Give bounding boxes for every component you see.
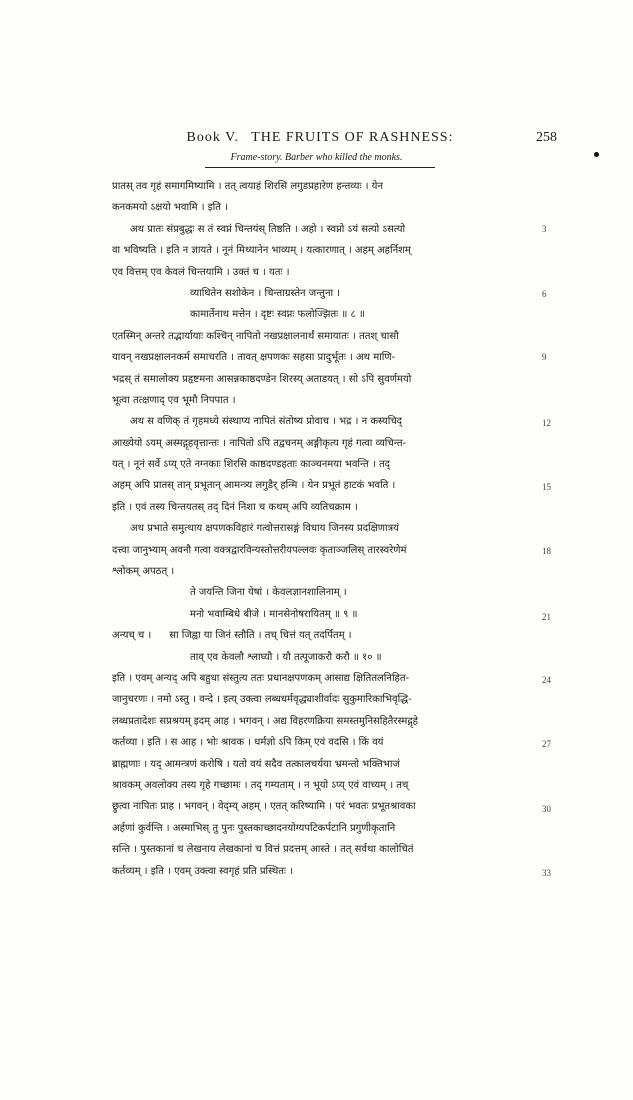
text-line: एतस्मिन् अन्तरे तद्भार्यायाः कश्चिन् नापितो नखप्रक्षालनार्थं समायातः । ततश् चासौ xyxy=(112,330,399,342)
line-number: 15 xyxy=(542,482,551,492)
text-line: लब्धप्रतादेशः सप्रश्रयम् इदम् आह । भगवन् । अद्य विहरणक्रिया समस्तमुनिसहितैरस्मद्गृहे xyxy=(112,715,418,727)
text-body xyxy=(112,176,532,882)
verse-prefix: अन्यच् च । xyxy=(112,630,152,642)
text-line: दत्त्वा जानुभ्याम् अवनौ गत्वा वक्त्रद्वारविन्यस्तोत्तरीयपल्लवः कृताञ्जलिस् तारस्वरेणेमं xyxy=(112,544,407,556)
line-number: 12 xyxy=(542,418,551,428)
line-number: 24 xyxy=(542,675,551,685)
text-line: अर्हणां कुर्वन्ति । अस्माभिस् तु पुनः पुस्तकाच्छादनयोग्यपटिकर्पटानि प्रगुणीकृतानि xyxy=(112,822,396,834)
text-line: अथ प्रभाते समुत्थाय क्षपणकविहारं गत्वोत्तरासङ्गं विधाय जिनस्य प्रदक्षिणात्रयं xyxy=(130,523,399,535)
verse-line xyxy=(112,625,532,646)
text-line: श्लोकम् अपठत् । xyxy=(112,566,175,578)
text-line: यत् । नूनं सर्वे ऽप्य् एते नग्नकाः शिरसि काष्ठदण्डहताः काञ्चनमया भवन्ति । तद् xyxy=(112,459,390,471)
line-number: 18 xyxy=(542,546,551,556)
line-number: 33 xyxy=(542,868,551,878)
text-line: आख्येयो ऽयम् अस्मद्गृहवृत्तान्तः । नापितो ऽपि तद्वचनम् अङ्गीकृत्य गृहं गत्वा व्यचिन्त- xyxy=(112,437,407,449)
page-number: 258 xyxy=(536,130,557,145)
line-number: 27 xyxy=(542,739,551,749)
line-number: 30 xyxy=(542,804,551,814)
line-number: 3 xyxy=(542,224,547,234)
verse-line: कामार्तेनाथ मत्तेन । दृष्टः स्वप्नः फलोज्झितः ॥ ८ ॥ xyxy=(190,309,365,321)
chapter-title: THE FRUITS OF RASHNESS: xyxy=(251,130,454,145)
line-number: 9 xyxy=(542,352,547,362)
text-line: ब्राह्मणाः । यद् आमन्त्रणं करोषि । यतो वयं सदैव तत्कालचर्यया भ्रमन्तो भक्तिभाजं xyxy=(112,758,400,770)
text-line: प्रातस् तव गृहं समागमिष्यामि । तत् त्वयाहं शिरसि लगुडप्रहारेण हन्तव्यः । येन xyxy=(112,181,384,192)
text-line: अथ स वणिक् तं गृहमध्ये संस्थाप्य नापितं संतोष्य प्रोवाच । भद्र । न कस्यचिद् xyxy=(130,416,402,428)
book-label: Book V. xyxy=(186,130,239,145)
line-number: 21 xyxy=(542,612,551,622)
text-line: यावन् नखप्रक्षालनकर्म समाचरति । तावत् क्षपणकः सहसा प्रादुर्भूतः । अथ माणि- xyxy=(112,352,396,364)
running-subtitle: Frame-story. Barber who killed the monks. xyxy=(230,152,403,163)
text-line: श्रावकम् अवलोक्य तस्य गृहे गच्छामः । तद् गम्यताम् । न भूयो ऽप्य् एवं वाच्यम् । तच् xyxy=(112,779,409,791)
text-line: जानुचरणः । नमो ऽस्तु । वन्दे । इत्य् उक्त्वा लब्धधर्मवृद्ध्याशीर्वादः सुकुमारिकाभिवृद्धि- xyxy=(112,694,412,706)
text-line: वा भविष्यति । इति न ज्ञायते । नूनं मिथ्यानेन भाव्यम् । यत्कारणात् । अहम् अहर्निशम् xyxy=(112,245,411,257)
running-header xyxy=(110,130,530,146)
verse-text: सा जिह्वा या जिनं स्तौति । तच् चित्तं यत् तदर्पितम् । xyxy=(169,630,352,642)
text-line: अथ प्रातः संप्रबुद्धः स तं स्वप्नं चिन्तयंस् तिष्ठति । अहो । स्वप्नो ऽयं सत्यो ऽसत्यो xyxy=(130,223,406,235)
text-line: भूत्वा तत्क्षणाद् एव भूमौ निपपात । xyxy=(112,394,236,406)
verse-line: ते जयन्ति जिना येषां । केवलज्ञानशालिनाम् । xyxy=(190,587,347,599)
text-line: कर्तव्या । इति । स आह । भोः श्रावक । धर्मज्ञो ऽपि किम् एवं वदसि । किं वयं xyxy=(112,737,384,749)
text-line: कनकमयो ऽक्षयो भवामि । इति । xyxy=(112,202,228,214)
verse-line: ताव् एव केवलौ श्लाघ्यौ । यौ तत्पूजाकरौ करौ ॥ १० ॥ xyxy=(190,651,382,663)
line-number: 6 xyxy=(542,289,547,299)
text-line: इति । एवं तस्य चिन्तयतस् तद् दिनं निशा च कथम् अपि व्यतिचक्राम । xyxy=(112,501,358,513)
text-line: सन्ति । पुस्तकानां च लेखनाय लेखकानां च वित्तं प्रदत्तम् आस्ते । तत् सर्वथा कालोचितं xyxy=(112,844,414,856)
text-line: अहम् अपि प्रातस् तान् प्रभूतान् आमन्त्र्य लगुडैर् हन्मि । येन प्रभूतं हाटकं भवति । xyxy=(112,480,396,492)
text-line: एव वित्तम् एव केवलं चिन्तयामि । उक्तं च । यतः । xyxy=(112,266,290,278)
text-line: इति । एवम् अन्यद् अपि बहुधा संस्तुत्य ततः प्रधानक्षपणकम् आसाद्य क्षितितलनिहित- xyxy=(112,672,410,684)
verse-line: मनो भवाम्बिधे बीजे । मानसेनोषरायितम् ॥ ९ ॥ xyxy=(190,608,358,620)
text-line: छ्रुत्वा नापितः प्राह । भगवन् । वेद्म्य् अहम् । एतत् करिष्यामि । परं भवतः प्रभूतश्रावका xyxy=(112,801,416,813)
subtitle-rule xyxy=(205,167,435,168)
text-line: भद्रस् तं समालोक्य प्रहृष्टमना आसन्नकाष्ठदण्डेन शिरस्य् अताडयत् । सो ऽपि सुवर्णमयो xyxy=(112,373,412,385)
verse-line: व्याधितेन सशोकेन । चिन्ताग्रस्तेन जन्तुना । xyxy=(190,287,341,299)
text-line: कर्तव्यम् । इति । एवम् उक्त्वा स्वगृहं प्रति प्रस्थितः । xyxy=(112,865,293,877)
